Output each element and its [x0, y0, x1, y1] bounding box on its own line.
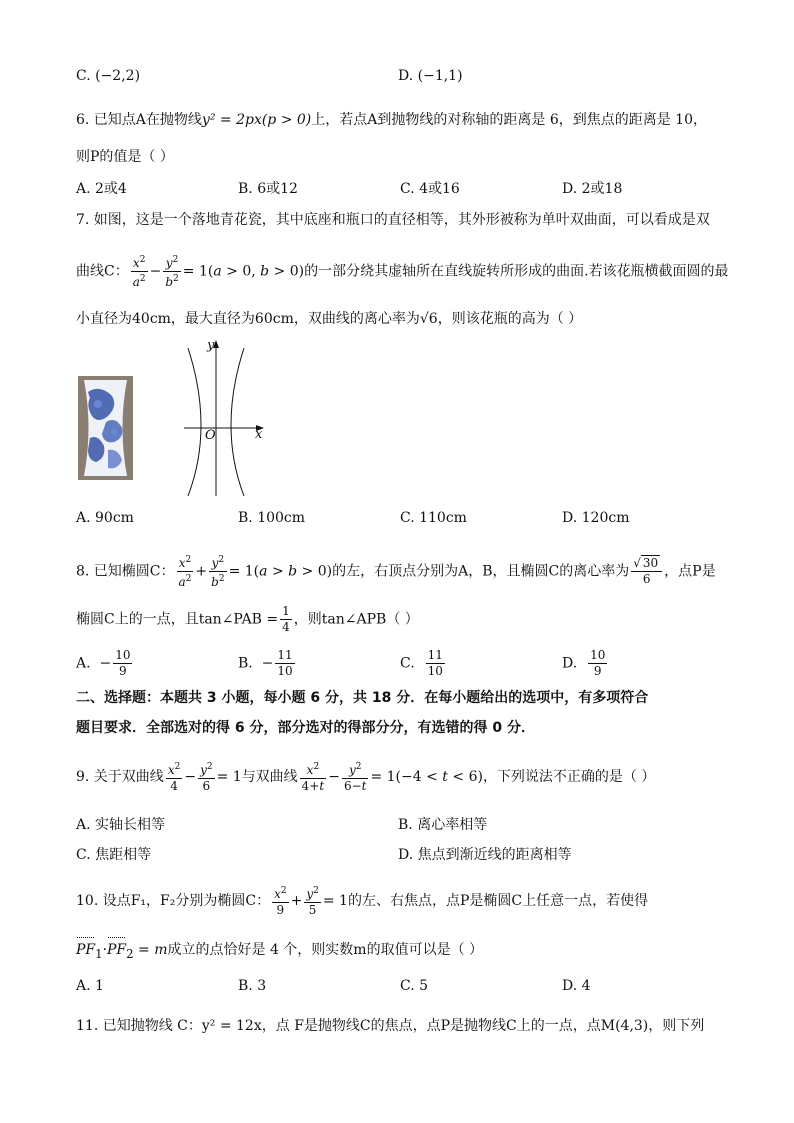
q8-option-a: A. − $\frac{10}{9}$ — [76, 648, 131, 678]
q10-option-a: A. 1 — [76, 978, 104, 994]
vase-image — [78, 376, 133, 480]
y-axis-label: y — [207, 338, 215, 353]
fraction: $\frac{y^2}{b^2}$ — [165, 255, 179, 289]
fraction: $\frac{y^2}{b^2}$ — [211, 555, 225, 589]
q7-option-d: D. 120cm — [562, 510, 630, 526]
q10-option-d: D. 4 — [562, 978, 591, 994]
q6-stem: 6. 已知点A在抛物线y² = 2px(p > 0)上，若点A到抛物线的对称轴的距离是 6，到焦点的距离是 10， — [76, 112, 707, 128]
x-axis-label: x — [255, 427, 263, 442]
q6-option-d: D. 2或18 — [562, 181, 623, 197]
q7-option-b: B. 100cm — [238, 510, 306, 526]
fraction: $\frac{y^2}{5}$ — [306, 886, 319, 917]
section-2-heading-2: 题目要求．全部选对的得 6 分，部分选对的得部分分，有选错的得 0 分． — [76, 720, 535, 736]
q9-option-a: A. 实轴长相等 — [76, 817, 166, 833]
q10-stem-2: $PF_1\cdot PF_2 = m$成立的点恰好是 4 个，则实数m的取值可以是（ ） — [76, 942, 484, 961]
q8-option-c: C. $\frac{11}{10}$ — [400, 648, 443, 678]
q6-option-a: A. 2或4 — [76, 181, 127, 197]
q11-stem: 11. 已知抛物线 C：y² = 12x，点 F是抛物线C的焦点，点P是抛物线C上的一点，点M(4,3)，则下列 — [76, 1018, 705, 1034]
fraction: $\frac{x^2}{9}$ — [274, 886, 287, 917]
q7-stem-1: 7. 如图，这是一个落地青花瓷，其中底座和瓶口的直径相等，其外形被称为单叶双曲面，可以看成是双 — [76, 212, 710, 228]
fraction: $\frac{y^2}{6}$ — [200, 762, 213, 793]
fraction: $\frac{1}{4}$ — [282, 604, 290, 634]
q8-stem-2: 椭圆C上的一点，且tan∠PAB = $\frac{1}{4}$ ，则tan∠APB（ ） — [76, 604, 419, 634]
q5-option-d: D. (−1,1) — [398, 68, 463, 84]
fraction: $\frac{√ 30}{6}$ — [631, 556, 662, 587]
q7-option-a: A. 90cm — [76, 510, 134, 526]
origin-label: O — [205, 428, 216, 443]
q5-option-c: C. (−2,2) — [76, 68, 141, 84]
fraction: $\frac{x^2}{a^2}$ — [178, 555, 192, 589]
fraction: $\frac{x^2}{4+t}$ — [301, 762, 325, 793]
q8-option-b: B. − $\frac{11}{10}$ — [238, 648, 293, 678]
q7-stem-2: 曲线C： $\frac{x^2}{a^2}$ − $\frac{y^2}{b^2}$ = 1(a > 0, b > 0)的一部分绕其虚轴所在直线旋转所形成的曲面.若该花瓶横截面圆的最 — [76, 255, 729, 289]
q10-stem-1: 10. 设点F₁，F₂分别为椭圆C： $\frac{x^2}{9}$ + $\frac{y^2}{5}$ = 1的左、右焦点，点P是椭圆C上任意一点，若使得 — [76, 886, 649, 917]
section-2-heading: 二、选择题：本题共 3 小题，每小题 6 分，共 18 分．在每小题给出的选项中，有多项符合 — [76, 690, 649, 706]
q10-option-b: B. 3 — [238, 978, 267, 994]
q9-option-c: C. 焦距相等 — [76, 847, 152, 863]
fraction: $\frac{x^2}{a^2}$ — [132, 255, 146, 289]
q9-option-d: D. 焦点到渐近线的距离相等 — [398, 847, 572, 863]
hyperbola-figure — [180, 338, 270, 500]
q9-option-b: B. 离心率相等 — [398, 817, 488, 833]
q6-option-b: B. 6或12 — [238, 181, 298, 197]
fraction: $\frac{x^2}{4}$ — [167, 762, 181, 793]
q7-stem-3: 小直径为40cm，最大直径为60cm，双曲线的离心率为√6，则该花瓶的高为（ ） — [76, 311, 583, 327]
q6-stem-2: 则P的值是（ ） — [76, 149, 174, 165]
q8-stem-1: 8. 已知椭圆C： $\frac{x^2}{a^2}$ + $\frac{y^2}{b^2}$ = 1(a > b > 0)的左，右顶点分别为A，B，且椭圆C的离心率为 $\frac{√ 30}{6}$ ，点P是 — [76, 555, 716, 589]
q10-option-c: C. 5 — [400, 978, 429, 994]
fraction: $\frac{y^2}{6-t}$ — [343, 762, 367, 793]
q6-option-c: C. 4或16 — [400, 181, 460, 197]
q9-stem: 9. 关于双曲线 $\frac{x^2}{4}$ − $\frac{y^2}{6}$ = 1与双曲线 $\frac{x^2}{4+t}$ − $\frac{y^2}{6-t}$ = 1(−4 < t < 6)，下列说法不正确的是（ ） — [76, 762, 656, 793]
q7-option-c: C. 110cm — [400, 510, 467, 526]
q8-option-d: D. $\frac{10}{9}$ — [562, 648, 606, 678]
